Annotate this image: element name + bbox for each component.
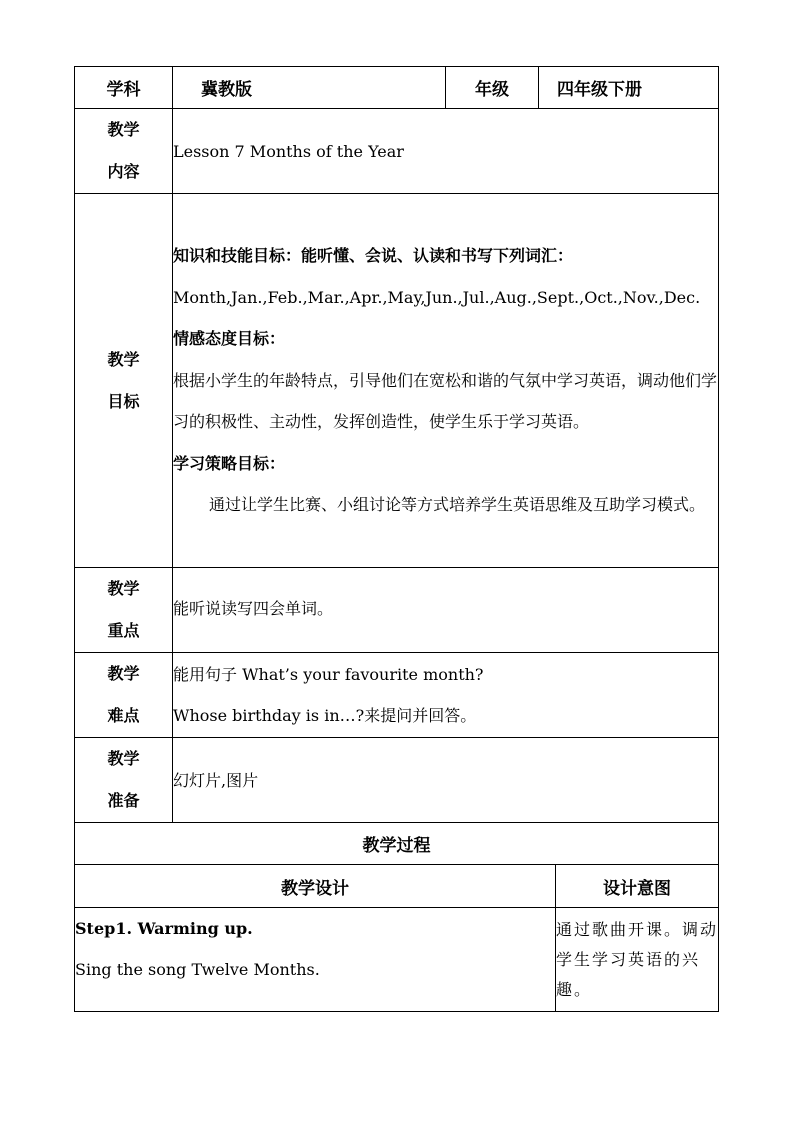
step1-intent: 通过歌曲开课。调动学生学习英语的兴趣。 xyxy=(556,908,719,1012)
content-label-line2: 内容 xyxy=(107,162,140,181)
header-row xyxy=(75,67,719,109)
key-points-row xyxy=(75,568,719,653)
strategy-goal-title: 学习策略目标： xyxy=(173,453,286,473)
vocabulary-list: Month,Jan.,Feb.,Mar.,Apr.,May,Jun.,Jul.,Aug.,Sept.,Oct.,Nov.,Dec. xyxy=(173,287,701,307)
content-row xyxy=(75,109,719,194)
step1-design xyxy=(75,908,556,1012)
step1-text: Sing the song Twelve Months. xyxy=(75,960,320,979)
content-value: Lesson 7 Months of the Year xyxy=(173,109,719,194)
goals-row xyxy=(75,194,719,568)
preparation-label-line1: 教学 xyxy=(107,749,140,768)
strategy-goal-text: 通过让学生比赛、小组讨论等方式培养学生英语思维及互助学习模式。 xyxy=(209,495,706,515)
key-points-label-line1: 教学 xyxy=(107,579,140,598)
difficulties-value xyxy=(173,653,719,738)
grade-value: 四年级下册 xyxy=(539,67,719,109)
preparation-label xyxy=(75,738,173,823)
intent-header: 设计意图 xyxy=(556,865,719,908)
process-header-row xyxy=(75,865,719,908)
key-points-value: 能听说读写四会单词。 xyxy=(173,568,719,653)
knowledge-goal-title: 知识和技能目标：能听懂、会说、认读和书写下列词汇： xyxy=(173,246,574,266)
difficulties-label-line1: 教学 xyxy=(107,664,140,683)
difficulties-row xyxy=(75,653,719,738)
difficulties-label xyxy=(75,653,173,738)
difficulties-line2: Whose birthday is in…?来提问并回答。 xyxy=(173,706,477,725)
key-points-label-line2: 重点 xyxy=(107,621,140,640)
subject-label: 学科 xyxy=(75,67,173,109)
preparation-value: 幻灯片,图片 xyxy=(173,738,719,823)
process-title: 教学过程 xyxy=(75,823,719,865)
process-title-row xyxy=(75,823,719,865)
subject-value: 冀教版 xyxy=(173,67,446,109)
key-points-label xyxy=(75,568,173,653)
emotion-goal-text: 根据小学生的年龄特点，引导他们在宽松和谐的气氛中学习英语，调动他们学习的积极性、主动性，发挥创造性，使学生乐于学习英语。 xyxy=(173,370,718,432)
step1-row xyxy=(75,908,719,1012)
difficulties-label-line2: 难点 xyxy=(107,706,140,725)
preparation-label-line2: 准备 xyxy=(107,791,140,810)
preparation-row xyxy=(75,738,719,823)
emotion-goal-title: 情感态度目标： xyxy=(173,329,286,349)
goals-label xyxy=(75,194,173,568)
step1-title: Step1. Warming up. xyxy=(75,919,253,938)
grade-label: 年级 xyxy=(446,67,539,109)
goals-content xyxy=(173,194,719,568)
goals-label-line1: 教学 xyxy=(107,349,140,369)
lesson-plan-table xyxy=(74,66,719,1012)
content-label-line1: 教学 xyxy=(107,120,140,139)
design-header: 教学设计 xyxy=(75,865,556,908)
difficulties-line1: 能用句子 What’s your favourite month? xyxy=(173,665,484,684)
content-label xyxy=(75,109,173,194)
goals-label-line2: 目标 xyxy=(107,391,140,411)
